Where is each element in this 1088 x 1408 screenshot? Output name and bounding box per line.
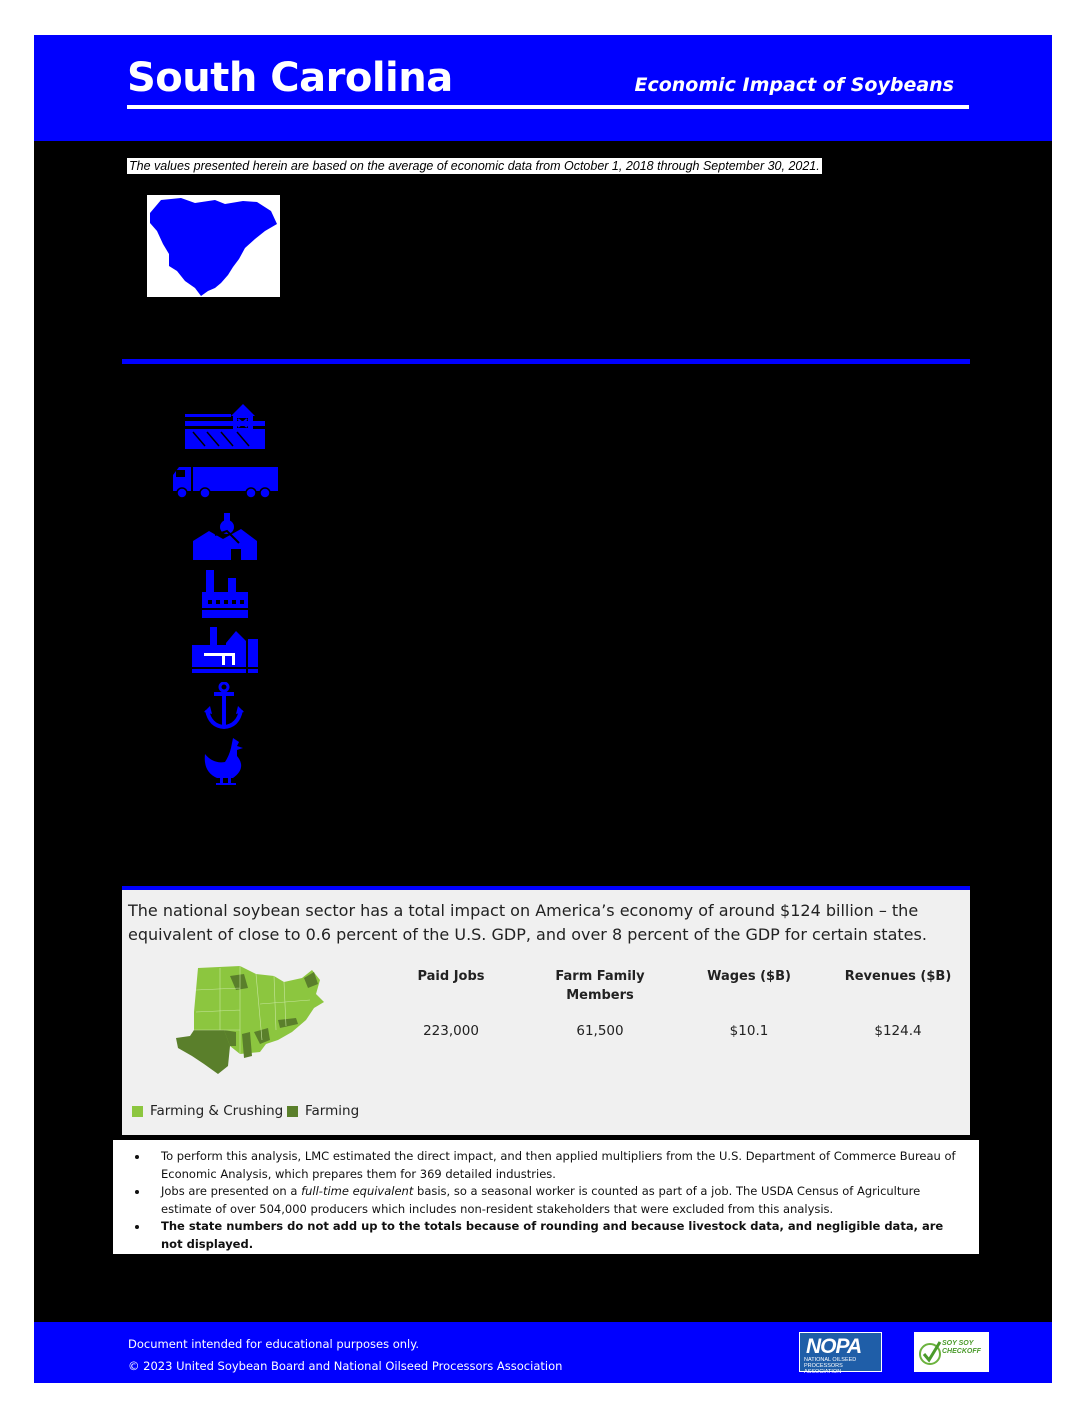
stat-label-wages: Wages ($B) [707,969,791,984]
us-soybean-states-map [170,960,340,1075]
processing-plant-icon [192,627,258,673]
stat-label-revenues: Revenues ($B) [844,969,952,984]
header-banner [34,35,1052,141]
footer-banner [34,1322,1052,1383]
nopa-logo: NOPA NATIONAL OILSEED PROCESSORS ASSOCIATION [799,1332,882,1372]
state-title: South Carolina [127,55,453,101]
state-map-icon [147,195,280,297]
stat-value-farm-family: 61,500 [576,1023,624,1039]
grain-elevator-icon [193,513,257,561]
farm-icon [185,402,265,450]
methodology-notes [113,1140,979,1254]
stat-label-farm-family: Farm Family Members [555,969,645,1003]
national-impact-panel [122,886,970,1135]
legend-swatch-farming-crushing [132,1106,143,1117]
stat-label-paid-jobs: Paid Jobs [417,969,485,984]
anchor-icon [204,682,244,730]
truck-icon [173,467,278,499]
soy-checkoff-logo: SOY SOY CHECKOFF [914,1332,989,1372]
data-period-disclaimer: The values presented herein are based on the average of economic data from October 1, 2018 through September 30, 2021. [129,159,820,173]
legend-item-farming-crushing [132,1103,283,1119]
page [34,35,1052,1383]
note-rounding: • The state numbers do not add up to the totals because of rounding and because livestock data, and negligible data, are not displayed. [149,1218,959,1253]
section-divider [122,359,970,364]
note-full-time-equivalent: • Jobs are presented on a full-time equivalent basis, so a seasonal worker is counted as part of a job. The USDA Census of Agriculture estimate of over 504,000 producers which includes non-resident stakeholders that were excluded from this analysis. [149,1183,959,1218]
note-methodology: • To perform this analysis, LMC estimated the direct impact, and then applied multipliers from the U.S. Department of Commerce Bureau of Economic Analysis, which prepares them for 369 detailed industries. [149,1148,959,1183]
national-impact-summary: The national soybean sector has a total impact on America’s economy of around $124 billion – the equivalent of close to 0.6 percent of the U.S. GDP, and over 8 percent of the GDP for certain states. [128,901,927,944]
factory-icon [202,570,248,618]
legend-swatch-farming [287,1106,298,1117]
report-subtitle: Economic Impact of Soybeans [634,74,954,96]
header-rule [127,105,969,109]
legend-label-farming-crushing: Farming & Crushing [150,1103,284,1119]
stat-value-wages: $10.1 [729,1023,769,1039]
stat-value-paid-jobs: 223,000 [423,1023,479,1039]
legend-label-farming: Farming [305,1103,360,1119]
footer-educational-note: Document intended for educational purposes only. [128,1337,420,1351]
footer-copyright: © 2023 United Soybean Board and National Oilseed Processors Association [128,1359,563,1373]
stat-value-revenues: $124.4 [874,1023,922,1039]
chicken-icon [203,738,247,786]
legend-item-farming [287,1103,359,1119]
